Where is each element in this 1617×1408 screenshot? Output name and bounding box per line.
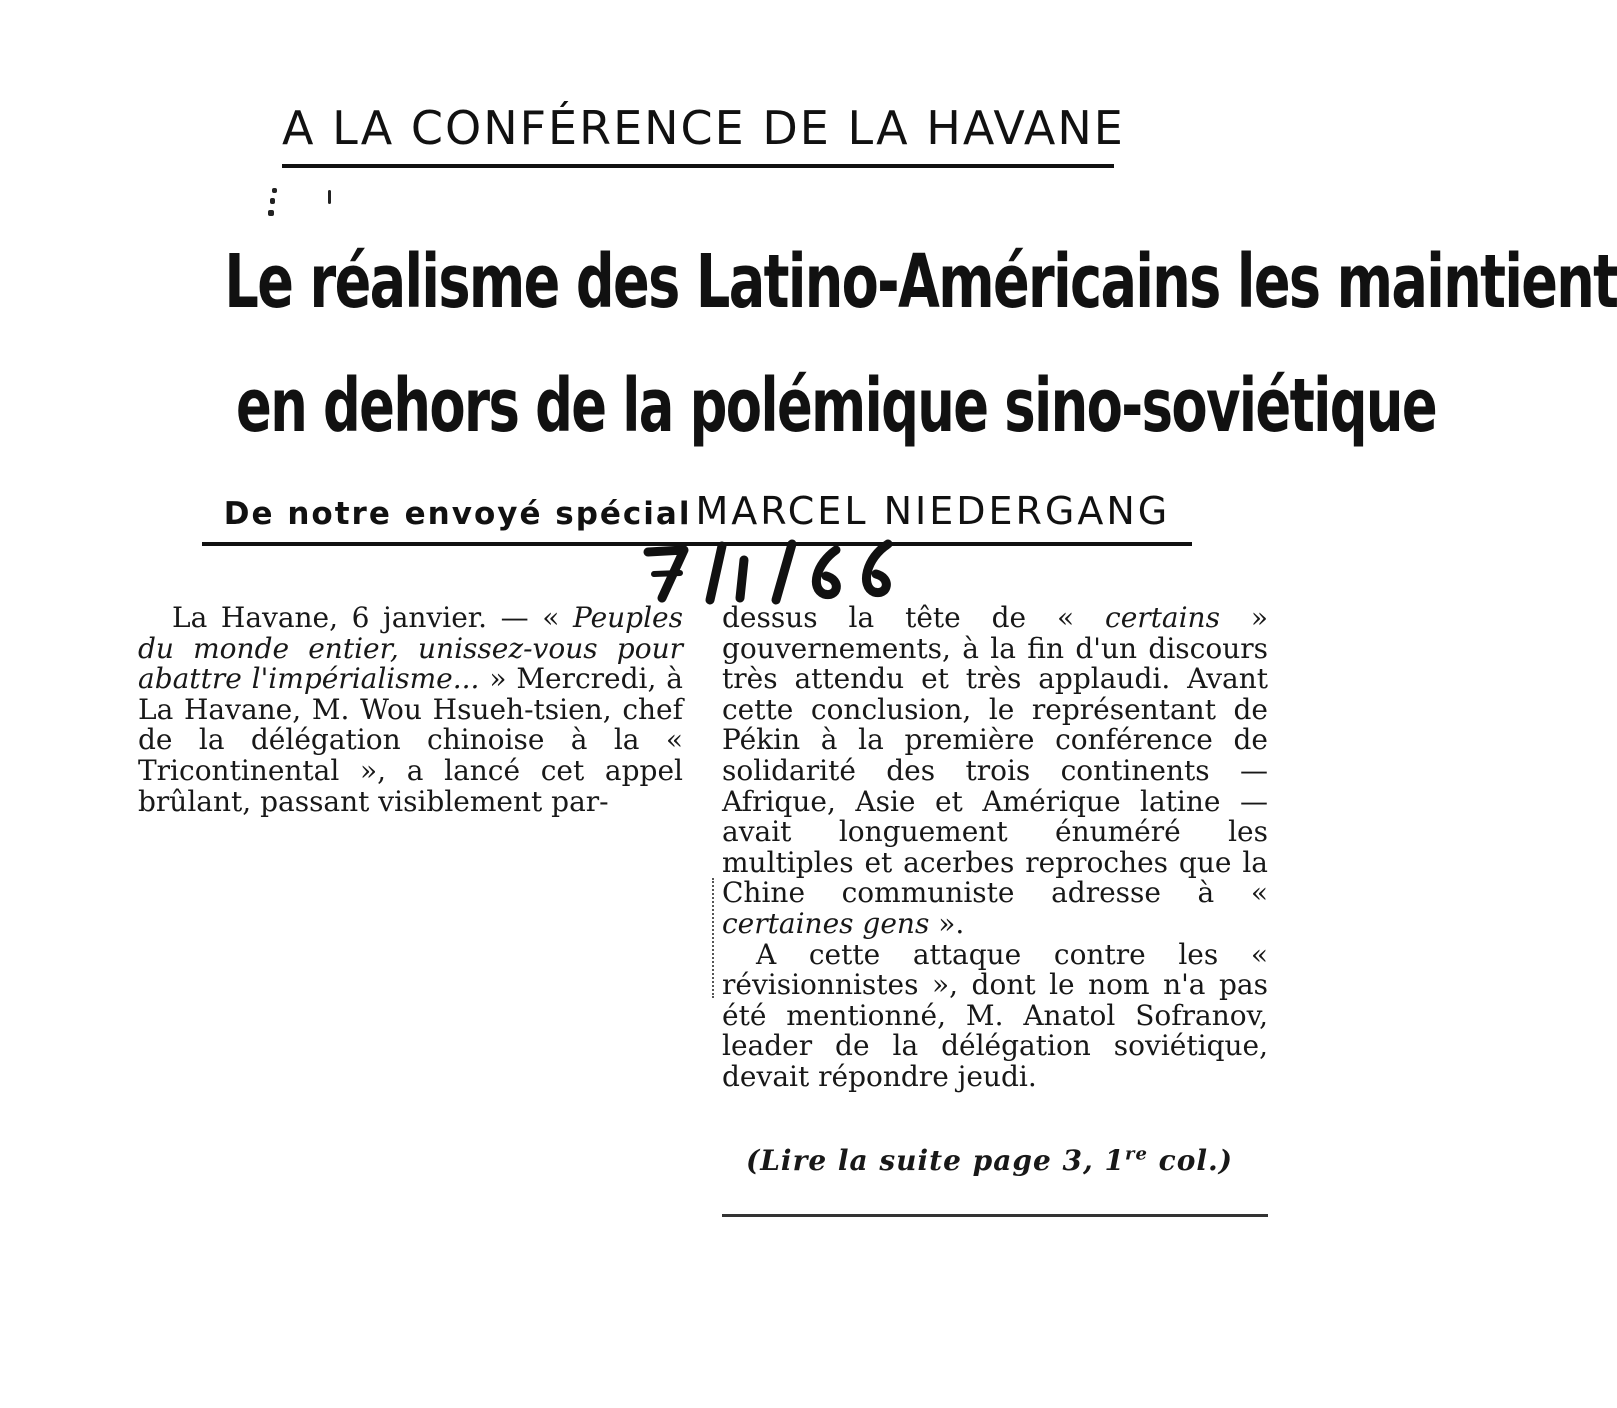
right-text-gens: certaines gens	[722, 906, 930, 940]
continuation-note	[746, 1143, 1266, 1179]
handwritten-date	[640, 536, 900, 606]
right-paragraph-1	[722, 603, 1268, 940]
left-text: » Mercredi, à La Havane, M. Wou Hsueh-tsien, chef de la délégation chinoise à la « Tricontinental », a lancé cet appel brûlant, passant visiblement par-	[138, 662, 683, 818]
right-text-c: ».	[929, 906, 965, 940]
print-specks	[266, 186, 346, 226]
right-text-certains: certains	[1105, 601, 1220, 634]
left-paragraph	[138, 603, 683, 817]
right-paragraph-2: A cette attaque contre les « révisionnistes », dont le nom n'a pas été mentionné, M. Anatol Sofranov, leader de la délégation soviétique, devait répondre jeudi.	[722, 937, 1268, 1093]
right-text-b: » gouvernements, à la fin d'un discours très attendu et très applaudi. Avant cette conclusion, le représentant de Pékin à la première conférence de solidarité des trois continents — Afrique, Asie et Amérique latine — avait longuement énuméré les multiples et acerbes reproches que la Chine communiste adresse à «	[722, 601, 1268, 910]
continuation-end: col.)	[1147, 1144, 1234, 1177]
quote: Peuples du monde entier, unissez-vous pour abattre l'impérialisme...	[138, 601, 683, 696]
left-column	[138, 603, 683, 817]
kicker-rule	[282, 164, 1114, 168]
byline-author: MARCEL NIEDERGANG	[695, 489, 1171, 533]
end-rule	[722, 1214, 1268, 1217]
continuation-sup: re	[1125, 1143, 1148, 1165]
dateline: La Havane, 6 janvier. — «	[172, 601, 573, 634]
byline-lead: De notre envoyé spécial	[223, 496, 692, 532]
margin-mark	[712, 878, 718, 998]
headline-line-2: en dehors de la polémique sino-soviétique	[236, 362, 1437, 449]
right-column	[722, 603, 1268, 1093]
right-text-a: dessus la tête de «	[722, 601, 1106, 634]
continuation-text: (Lire la suite page 3, 1	[746, 1144, 1125, 1177]
headline-line-1: Le réalisme des Latino-Américains les maintient	[224, 238, 1617, 325]
kicker: A LA CONFÉRENCE DE LA HAVANE	[282, 101, 1125, 155]
